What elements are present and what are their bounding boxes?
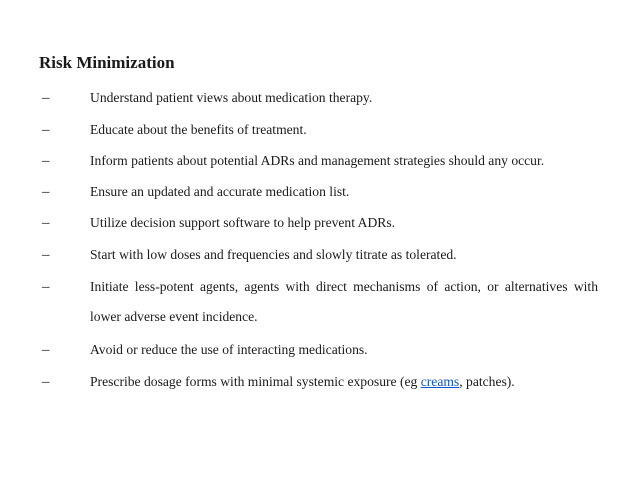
dash-marker: – xyxy=(42,215,50,231)
list-item-text: Start with low doses and frequencies and slowly titrate as tolerated. xyxy=(90,247,457,262)
list-item-text xyxy=(90,277,598,327)
list-item-line-2: lower adverse event incidence. xyxy=(90,309,258,324)
list-item-text xyxy=(90,372,515,392)
dash-marker: – xyxy=(42,122,50,138)
list-item-text-before: Prescribe dosage forms with minimal systemic exposure (eg xyxy=(90,374,421,389)
creams-link[interactable]: creams xyxy=(420,374,460,389)
dash-marker: – xyxy=(42,90,50,106)
dash-marker: – xyxy=(42,153,50,169)
list-item-text: Educate about the benefits of treatment. xyxy=(90,122,307,137)
slide-title: Risk Minimization xyxy=(39,53,175,72)
list-item-text: Avoid or reduce the use of interacting medications. xyxy=(90,342,368,357)
list-item-text: Utilize decision support software to help prevent ADRs. xyxy=(90,215,396,230)
list-item-text-after: , patches). xyxy=(459,374,515,389)
list-item-text: Understand patient views about medication therapy. xyxy=(90,90,373,105)
list-item-text: Inform patients about potential ADRs and management strategies should any occur. xyxy=(90,153,545,168)
list-item-text: Ensure an updated and accurate medication list. xyxy=(90,184,350,199)
dash-marker: – xyxy=(42,184,50,200)
dash-marker: – xyxy=(42,374,50,390)
dash-marker: – xyxy=(42,247,50,263)
dash-marker: – xyxy=(42,279,50,295)
dash-marker: – xyxy=(42,342,50,358)
list-item-line-1: Initiate less-potent agents, agents with direct mechanisms of action, or alternatives with xyxy=(90,279,598,294)
